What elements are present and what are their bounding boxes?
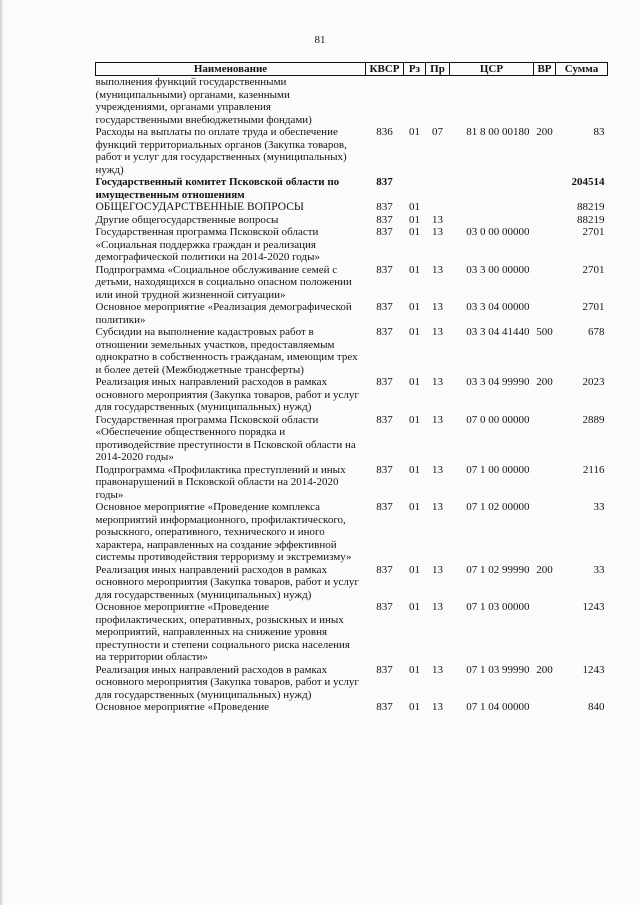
- cell-kvsr: 837: [376, 663, 393, 676]
- cell-sum: 33: [593, 563, 605, 576]
- cell-vr: [534, 301, 556, 326]
- cell-kvsr: 837: [376, 201, 393, 213]
- cell-rz: [404, 176, 426, 201]
- cell-csr: 03 3 00 00000: [466, 263, 530, 276]
- cell-name: ОБЩЕГОСУДАРСТВЕННЫЕ ВОПРОСЫ: [95, 201, 304, 213]
- cell-csr: 07 0 00 00000: [466, 413, 530, 426]
- cell-sum: 1243: [582, 601, 605, 613]
- cell-name: Реализация иных направлений расходов в рамках основного мероприятия (Закупка товаров, работ и услуг для государственных (муниципальных) нужд): [95, 376, 359, 413]
- table-row: [96, 414, 608, 464]
- cell-csr: 07 1 00 00000: [466, 463, 530, 476]
- cell-rz: 01: [409, 601, 420, 613]
- cell-rz: 01: [409, 663, 420, 676]
- cell-vr: [534, 501, 556, 564]
- cell-rz: [404, 76, 426, 127]
- cell-pr: [426, 176, 450, 201]
- cell-pr: 13: [432, 563, 443, 576]
- cell-csr: 07 1 03 00000: [466, 601, 530, 613]
- cell-rz: 01: [409, 213, 420, 226]
- cell-vr: [534, 414, 556, 464]
- cell-rz: 01: [409, 463, 420, 476]
- cell-vr: 500: [536, 326, 553, 338]
- cell-sum: 2701: [582, 226, 605, 238]
- cell-csr: 81 8 00 00180: [466, 126, 530, 138]
- header-rz: Рз: [404, 63, 426, 76]
- header-csr: ЦСР: [450, 63, 534, 76]
- cell-sum: 33: [593, 501, 605, 513]
- table-row: [96, 326, 608, 376]
- cell-csr: 03 3 04 99990: [466, 376, 530, 388]
- cell-vr: [534, 264, 556, 302]
- cell-csr: [450, 214, 534, 227]
- cell-sum: 2701: [582, 263, 605, 276]
- cell-vr: [534, 214, 556, 227]
- table-body: [96, 76, 608, 714]
- cell-kvsr: 837: [376, 301, 393, 313]
- cell-rz: 01: [409, 563, 420, 576]
- cell-sum: 1243: [582, 663, 605, 676]
- cell-vr: [534, 176, 556, 201]
- cell-pr: 13: [432, 463, 443, 476]
- table-row: [96, 564, 608, 602]
- cell-kvsr: 837: [376, 701, 393, 713]
- page-number: 81: [314, 34, 326, 46]
- cell-sum: 88219: [577, 201, 605, 213]
- cell-name: Субсидии на выполнение кадастровых работ в отношении земельных участков, предоставляемым однократно в собственность гражданам, имеющим трех и более детей (Межбюджетные трансферты): [95, 326, 358, 376]
- cell-vr: [534, 76, 556, 127]
- cell-csr: 07 1 04 00000: [466, 701, 530, 713]
- cell-sum: 2701: [582, 301, 605, 313]
- cell-pr: 13: [432, 601, 443, 613]
- table-row: [96, 301, 608, 326]
- cell-pr: 13: [432, 413, 443, 426]
- cell-sum: [556, 76, 608, 127]
- header-vr: ВР: [534, 63, 556, 76]
- cell-sum: 678: [588, 326, 605, 338]
- cell-vr: 200: [536, 563, 553, 576]
- cell-kvsr: 837: [376, 263, 393, 276]
- table-row: [96, 214, 608, 227]
- cell-vr: [534, 601, 556, 664]
- cell-csr: 07 1 02 00000: [466, 501, 530, 513]
- cell-name: Основное мероприятие «Проведение комплекса мероприятий информационного, профилактического, розыскного, оперативного, технического и иного характера, направленных на создание эффективной системы противодействия терроризму и экстремизму»: [95, 501, 352, 563]
- cell-vr: [534, 701, 556, 714]
- cell-pr: 13: [432, 326, 443, 338]
- cell-name: Реализация иных направлений расходов в рамках основного мероприятия (Закупка товаров, работ и услуг для государственных (муниципальных) нужд): [95, 563, 359, 601]
- cell-kvsr: 837: [376, 226, 393, 238]
- cell-csr: 03 0 00 00000: [466, 226, 530, 238]
- cell-kvsr: 837: [376, 326, 393, 338]
- cell-csr: 07 1 03 99990: [466, 663, 530, 676]
- cell-vr: 200: [536, 376, 553, 388]
- cell-csr: 03 3 04 41440: [466, 326, 530, 338]
- cell-rz: 01: [409, 126, 420, 138]
- cell-vr: [534, 201, 556, 214]
- header-pr: Пр: [426, 63, 450, 76]
- cell-pr: 13: [432, 501, 443, 513]
- cell-name: Расходы на выплаты по оплате труда и обеспечение функций территориальных органов (Закупка товаров, работ и услуг для государственных (муниципальных) нужд): [95, 126, 347, 176]
- table-row: [96, 501, 608, 564]
- table-header-row: [96, 63, 608, 76]
- table-row: [96, 201, 608, 214]
- cell-pr: 13: [432, 701, 443, 713]
- cell-csr: [450, 176, 534, 201]
- cell-pr: 13: [432, 376, 443, 388]
- cell-name: Государственная программа Псковской области «Обеспечение общественного порядка и противодействие преступности в Псковской области на 2014-2020 годы»: [95, 413, 356, 463]
- cell-vr: [534, 464, 556, 502]
- table-row: [96, 176, 608, 201]
- cell-kvsr: 837: [376, 601, 393, 613]
- cell-name: Подпрограмма «Социальное обслуживание семей с детьми, находящихся в социально опасном положении или иной трудной жизненной ситуации»: [95, 263, 352, 301]
- cell-vr: [534, 226, 556, 264]
- table-row: [96, 76, 608, 127]
- cell-pr: 13: [432, 301, 443, 313]
- cell-vr: 200: [536, 663, 553, 676]
- table-row: [96, 226, 608, 264]
- cell-csr: 03 3 04 00000: [466, 301, 530, 313]
- cell-pr: 07: [432, 126, 443, 138]
- cell-csr: 07 1 02 99990: [466, 563, 530, 576]
- cell-rz: 01: [409, 501, 420, 513]
- header-name: Наименование: [96, 63, 366, 76]
- cell-sum: 204514: [571, 176, 605, 188]
- cell-sum: 2889: [582, 413, 605, 426]
- cell-name: Государственная программа Псковской области «Социальная поддержка граждан и реализация демографической политики на 2014-2020 годы»: [95, 226, 320, 263]
- cell-name: Основное мероприятие «Реализация демографической политики»: [95, 301, 352, 326]
- cell-name: Основное мероприятие «Проведение: [95, 701, 270, 713]
- cell-pr: [426, 201, 450, 214]
- cell-name: Основное мероприятие «Проведение профилактических, оперативных, розыскных и иных мероприятий, направленных на снижение уровня преступности и степени социального риска населения на территории области»: [95, 601, 350, 663]
- budget-table: [95, 62, 608, 714]
- cell-kvsr: 837: [376, 501, 393, 513]
- cell-kvsr: 837: [376, 213, 393, 226]
- cell-pr: [426, 76, 450, 127]
- cell-kvsr: 837: [376, 463, 393, 476]
- cell-name: Реализация иных направлений расходов в рамках основного мероприятия (Закупка товаров, работ и услуг для государственных (муниципальных) нужд): [95, 663, 359, 701]
- table-row: [96, 701, 608, 714]
- cell-kvsr: 837: [376, 376, 393, 388]
- table-row: [96, 464, 608, 502]
- table-row: [96, 664, 608, 702]
- cell-rz: 01: [409, 201, 420, 213]
- cell-sum: 83: [593, 126, 605, 138]
- cell-pr: 13: [432, 263, 443, 276]
- cell-rz: 01: [409, 226, 420, 238]
- cell-name: Государственный комитет Псковской области по имущественным отношениям: [95, 176, 340, 201]
- cell-kvsr: [366, 76, 404, 127]
- table-row: [96, 601, 608, 664]
- header-sum: Сумма: [556, 63, 608, 76]
- cell-vr: 200: [536, 126, 553, 138]
- cell-kvsr: 837: [376, 413, 393, 426]
- table-row: [96, 126, 608, 176]
- cell-pr: 13: [432, 226, 443, 238]
- cell-sum: 2116: [582, 463, 605, 476]
- cell-kvsr: 837: [376, 563, 393, 576]
- cell-rz: 01: [409, 263, 420, 276]
- cell-sum: 840: [588, 701, 605, 713]
- cell-sum: 2023: [582, 376, 605, 388]
- cell-name: выполнения функций государственными (муниципальными) органами, казенными учреждениями, органами управления государственными внебюджетными фондами): [95, 76, 312, 126]
- cell-rz: 01: [409, 376, 420, 388]
- cell-pr: 13: [432, 213, 443, 226]
- header-kvsr: КВСР: [366, 63, 404, 76]
- table-row: [96, 264, 608, 302]
- table-row: [96, 376, 608, 414]
- cell-rz: 01: [409, 701, 420, 713]
- cell-kvsr: 837: [376, 176, 393, 188]
- cell-pr: 13: [432, 663, 443, 676]
- cell-csr: [450, 201, 534, 214]
- cell-csr: [450, 76, 534, 127]
- cell-rz: 01: [409, 413, 420, 426]
- cell-kvsr: 836: [376, 126, 393, 138]
- scan-edge-shadow: [0, 0, 4, 905]
- cell-rz: 01: [409, 326, 420, 338]
- cell-name: Другие общегосударственные вопросы: [95, 213, 279, 226]
- cell-sum: 88219: [577, 213, 605, 226]
- cell-rz: 01: [409, 301, 420, 313]
- cell-name: Подпрограмма «Профилактика преступлений и иных правонарушений в Псковской области на 2014-2020 годы»: [95, 463, 346, 501]
